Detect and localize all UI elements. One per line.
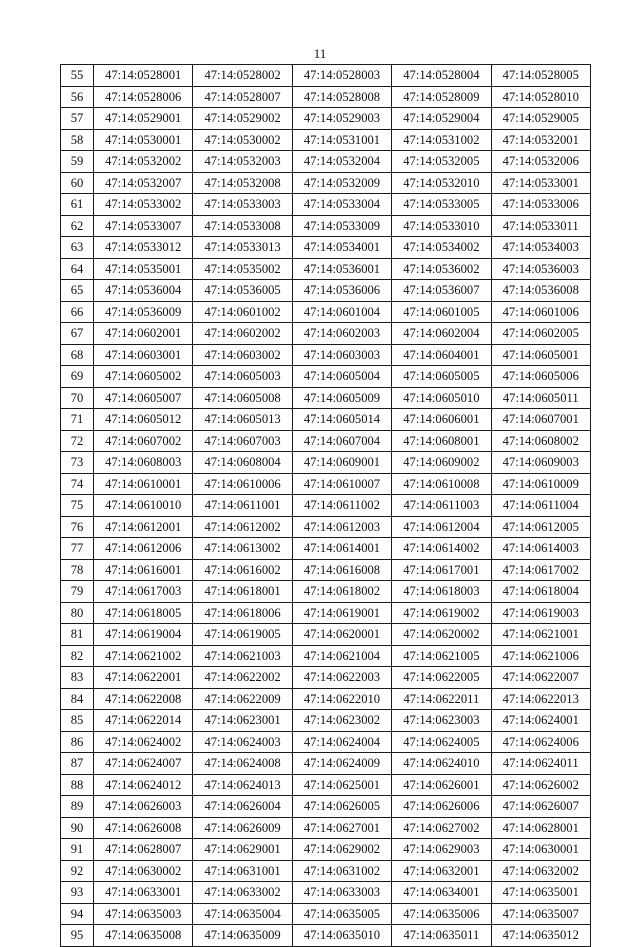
cadastral-code-cell: 47:14:0608001 [392, 430, 491, 452]
cadastral-code-cell: 47:14:0533006 [491, 194, 590, 216]
cadastral-code-cell: 47:14:0605007 [94, 387, 193, 409]
cadastral-table [60, 64, 591, 947]
cadastral-code-cell: 47:14:0621006 [491, 645, 590, 667]
cadastral-code-cell: 47:14:0611002 [292, 495, 391, 517]
row-number: 62 [61, 215, 94, 237]
cadastral-code-cell: 47:14:0624005 [392, 731, 491, 753]
cadastral-code-cell: 47:14:0621005 [392, 645, 491, 667]
cadastral-code-cell: 47:14:0536009 [94, 301, 193, 323]
cadastral-code-cell: 47:14:0533010 [392, 215, 491, 237]
table-row [61, 258, 591, 280]
row-number: 87 [61, 753, 94, 775]
cadastral-code-cell: 47:14:0635006 [392, 903, 491, 925]
cadastral-code-cell: 47:14:0532010 [392, 172, 491, 194]
cadastral-code-cell: 47:14:0610010 [94, 495, 193, 517]
cadastral-code-cell: 47:14:0532007 [94, 172, 193, 194]
cadastral-code-cell: 47:14:0635012 [491, 925, 590, 947]
cadastral-code-cell: 47:14:0602001 [94, 323, 193, 345]
table-row [61, 366, 591, 388]
table-row [61, 688, 591, 710]
cadastral-code-cell: 47:14:0530002 [193, 129, 292, 151]
cadastral-code-cell: 47:14:0635007 [491, 903, 590, 925]
cadastral-code-cell: 47:14:0610007 [292, 473, 391, 495]
row-number: 58 [61, 129, 94, 151]
row-number: 60 [61, 172, 94, 194]
cadastral-code-cell: 47:14:0624006 [491, 731, 590, 753]
cadastral-code-cell: 47:14:0632002 [491, 860, 590, 882]
cadastral-code-cell: 47:14:0618004 [491, 581, 590, 603]
cadastral-code-cell: 47:14:0624004 [292, 731, 391, 753]
cadastral-code-cell: 47:14:0612006 [94, 538, 193, 560]
page-number: 11 [313, 46, 327, 61]
cadastral-code-cell: 47:14:0528001 [94, 65, 193, 87]
cadastral-code-cell: 47:14:0623001 [193, 710, 292, 732]
cadastral-code-cell: 47:14:0605013 [193, 409, 292, 431]
cadastral-code-cell: 47:14:0626004 [193, 796, 292, 818]
row-number: 68 [61, 344, 94, 366]
row-number: 92 [61, 860, 94, 882]
cadastral-code-cell: 47:14:0626002 [491, 774, 590, 796]
cadastral-code-cell: 47:14:0635011 [392, 925, 491, 947]
row-number: 95 [61, 925, 94, 947]
cadastral-code-cell: 47:14:0605002 [94, 366, 193, 388]
table-row [61, 581, 591, 603]
cadastral-code-cell: 47:14:0612001 [94, 516, 193, 538]
cadastral-code-cell: 47:14:0617002 [491, 559, 590, 581]
cadastral-code-cell: 47:14:0619005 [193, 624, 292, 646]
row-number: 56 [61, 86, 94, 108]
table-row [61, 172, 591, 194]
row-number: 84 [61, 688, 94, 710]
cadastral-code-cell: 47:14:0533011 [491, 215, 590, 237]
cadastral-code-cell: 47:14:0622007 [491, 667, 590, 689]
cadastral-code-cell: 47:14:0618001 [193, 581, 292, 603]
cadastral-code-cell: 47:14:0631002 [292, 860, 391, 882]
cadastral-code-cell: 47:14:0623002 [292, 710, 391, 732]
cadastral-code-cell: 47:14:0622003 [292, 667, 391, 689]
cadastral-code-cell: 47:14:0534002 [392, 237, 491, 259]
row-number: 59 [61, 151, 94, 173]
cadastral-code-cell: 47:14:0536006 [292, 280, 391, 302]
cadastral-code-cell: 47:14:0624009 [292, 753, 391, 775]
cadastral-code-cell: 47:14:0531001 [292, 129, 391, 151]
cadastral-code-cell: 47:14:0533013 [193, 237, 292, 259]
cadastral-code-cell: 47:14:0533005 [392, 194, 491, 216]
cadastral-code-cell: 47:14:0529002 [193, 108, 292, 130]
cadastral-code-cell: 47:14:0624010 [392, 753, 491, 775]
cadastral-code-cell: 47:14:0605009 [292, 387, 391, 409]
cadastral-code-cell: 47:14:0624013 [193, 774, 292, 796]
cadastral-code-cell: 47:14:0533003 [193, 194, 292, 216]
cadastral-code-cell: 47:14:0614001 [292, 538, 391, 560]
cadastral-code-cell: 47:14:0626003 [94, 796, 193, 818]
row-number: 55 [61, 65, 94, 87]
cadastral-code-cell: 47:14:0632001 [392, 860, 491, 882]
cadastral-code-cell: 47:14:0624007 [94, 753, 193, 775]
cadastral-code-cell: 47:14:0616001 [94, 559, 193, 581]
cadastral-code-cell: 47:14:0612003 [292, 516, 391, 538]
cadastral-code-cell: 47:14:0605011 [491, 387, 590, 409]
cadastral-code-cell: 47:14:0607003 [193, 430, 292, 452]
cadastral-code-cell: 47:14:0635008 [94, 925, 193, 947]
table-row [61, 817, 591, 839]
cadastral-code-cell: 47:14:0601002 [193, 301, 292, 323]
cadastral-code-cell: 47:14:0633002 [193, 882, 292, 904]
table-row [61, 839, 591, 861]
table-row [61, 215, 591, 237]
table-row [61, 473, 591, 495]
cadastral-code-cell: 47:14:0533004 [292, 194, 391, 216]
cadastral-code-cell: 47:14:0603001 [94, 344, 193, 366]
cadastral-code-cell: 47:14:0528002 [193, 65, 292, 87]
cadastral-code-cell: 47:14:0619002 [392, 602, 491, 624]
table-row [61, 409, 591, 431]
row-number: 76 [61, 516, 94, 538]
cadastral-code-cell: 47:14:0621001 [491, 624, 590, 646]
cadastral-code-cell: 47:14:0605014 [292, 409, 391, 431]
cadastral-code-cell: 47:14:0603003 [292, 344, 391, 366]
cadastral-code-cell: 47:14:0602002 [193, 323, 292, 345]
cadastral-code-cell: 47:14:0528008 [292, 86, 391, 108]
cadastral-code-cell: 47:14:0623003 [392, 710, 491, 732]
cadastral-code-cell: 47:14:0605008 [193, 387, 292, 409]
cadastral-code-cell: 47:14:0613002 [193, 538, 292, 560]
cadastral-code-cell: 47:14:0602004 [392, 323, 491, 345]
cadastral-code-cell: 47:14:0626005 [292, 796, 391, 818]
cadastral-code-cell: 47:14:0633001 [94, 882, 193, 904]
cadastral-code-cell: 47:14:0601005 [392, 301, 491, 323]
cadastral-code-cell: 47:14:0622014 [94, 710, 193, 732]
row-number: 67 [61, 323, 94, 345]
row-number: 91 [61, 839, 94, 861]
row-number: 73 [61, 452, 94, 474]
cadastral-code-cell: 47:14:0610006 [193, 473, 292, 495]
cadastral-code-cell: 47:14:0605006 [491, 366, 590, 388]
row-number: 88 [61, 774, 94, 796]
cadastral-code-cell: 47:14:0635003 [94, 903, 193, 925]
table-row [61, 129, 591, 151]
cadastral-code-cell: 47:14:0532008 [193, 172, 292, 194]
cadastral-code-cell: 47:14:0533008 [193, 215, 292, 237]
cadastral-table-body [61, 65, 591, 947]
cadastral-code-cell: 47:14:0601006 [491, 301, 590, 323]
cadastral-code-cell: 47:14:0532005 [392, 151, 491, 173]
row-number: 71 [61, 409, 94, 431]
row-number: 61 [61, 194, 94, 216]
table-row [61, 301, 591, 323]
cadastral-code-cell: 47:14:0607004 [292, 430, 391, 452]
cadastral-code-cell: 47:14:0622001 [94, 667, 193, 689]
cadastral-code-cell: 47:14:0610001 [94, 473, 193, 495]
row-number: 69 [61, 366, 94, 388]
cadastral-code-cell: 47:14:0622008 [94, 688, 193, 710]
row-number: 74 [61, 473, 94, 495]
cadastral-code-cell: 47:14:0530001 [94, 129, 193, 151]
cadastral-code-cell: 47:14:0602005 [491, 323, 590, 345]
cadastral-code-cell: 47:14:0621003 [193, 645, 292, 667]
row-number: 83 [61, 667, 94, 689]
cadastral-code-cell: 47:14:0622010 [292, 688, 391, 710]
cadastral-code-cell: 47:14:0531002 [392, 129, 491, 151]
row-number: 94 [61, 903, 94, 925]
table-row [61, 602, 591, 624]
table-row [61, 624, 591, 646]
cadastral-code-cell: 47:14:0534003 [491, 237, 590, 259]
table-row [61, 495, 591, 517]
cadastral-code-cell: 47:14:0536004 [94, 280, 193, 302]
table-row [61, 108, 591, 130]
cadastral-code-cell: 47:14:0528009 [392, 86, 491, 108]
row-number: 85 [61, 710, 94, 732]
cadastral-code-cell: 47:14:0608002 [491, 430, 590, 452]
cadastral-code-cell: 47:14:0528005 [491, 65, 590, 87]
cadastral-code-cell: 47:14:0536005 [193, 280, 292, 302]
table-row [61, 237, 591, 259]
table-row [61, 194, 591, 216]
cadastral-code-cell: 47:14:0533002 [94, 194, 193, 216]
cadastral-code-cell: 47:14:0612004 [392, 516, 491, 538]
row-number: 78 [61, 559, 94, 581]
row-number: 90 [61, 817, 94, 839]
cadastral-code-cell: 47:14:0605005 [392, 366, 491, 388]
cadastral-code-cell: 47:14:0633003 [292, 882, 391, 904]
row-number: 75 [61, 495, 94, 517]
cadastral-code-cell: 47:14:0536002 [392, 258, 491, 280]
cadastral-code-cell: 47:14:0621002 [94, 645, 193, 667]
cadastral-code-cell: 47:14:0614003 [491, 538, 590, 560]
cadastral-code-cell: 47:14:0624011 [491, 753, 590, 775]
cadastral-code-cell: 47:14:0528010 [491, 86, 590, 108]
cadastral-code-cell: 47:14:0631001 [193, 860, 292, 882]
cadastral-code-cell: 47:14:0628001 [491, 817, 590, 839]
table-row [61, 430, 591, 452]
row-number: 70 [61, 387, 94, 409]
cadastral-code-cell: 47:14:0625001 [292, 774, 391, 796]
cadastral-code-cell: 47:14:0635004 [193, 903, 292, 925]
cadastral-code-cell: 47:14:0608004 [193, 452, 292, 474]
cadastral-code-cell: 47:14:0630001 [491, 839, 590, 861]
table-row [61, 753, 591, 775]
cadastral-code-cell: 47:14:0622009 [193, 688, 292, 710]
cadastral-code-cell: 47:14:0608003 [94, 452, 193, 474]
cadastral-code-cell: 47:14:0528006 [94, 86, 193, 108]
cadastral-code-cell: 47:14:0630002 [94, 860, 193, 882]
cadastral-code-cell: 47:14:0610009 [491, 473, 590, 495]
row-number: 65 [61, 280, 94, 302]
row-number: 82 [61, 645, 94, 667]
cadastral-code-cell: 47:14:0528003 [292, 65, 391, 87]
cadastral-code-cell: 47:14:0605010 [392, 387, 491, 409]
cadastral-code-cell: 47:14:0533007 [94, 215, 193, 237]
cadastral-code-cell: 47:14:0536008 [491, 280, 590, 302]
cadastral-code-cell: 47:14:0610008 [392, 473, 491, 495]
table-row [61, 323, 591, 345]
row-number: 66 [61, 301, 94, 323]
cadastral-code-cell: 47:14:0529005 [491, 108, 590, 130]
cadastral-code-cell: 47:14:0611001 [193, 495, 292, 517]
cadastral-code-cell: 47:14:0619001 [292, 602, 391, 624]
cadastral-code-cell: 47:14:0624003 [193, 731, 292, 753]
cadastral-code-cell: 47:14:0532004 [292, 151, 391, 173]
cadastral-code-cell: 47:14:0618006 [193, 602, 292, 624]
cadastral-code-cell: 47:14:0532003 [193, 151, 292, 173]
row-number: 79 [61, 581, 94, 603]
cadastral-code-cell: 47:14:0620001 [292, 624, 391, 646]
cadastral-code-cell: 47:14:0529001 [94, 108, 193, 130]
row-number: 64 [61, 258, 94, 280]
row-number: 86 [61, 731, 94, 753]
cadastral-code-cell: 47:14:0619003 [491, 602, 590, 624]
table-row [61, 903, 591, 925]
cadastral-code-cell: 47:14:0622005 [392, 667, 491, 689]
cadastral-code-cell: 47:14:0532002 [94, 151, 193, 173]
cadastral-code-cell: 47:14:0614002 [392, 538, 491, 560]
cadastral-code-cell: 47:14:0616008 [292, 559, 391, 581]
cadastral-code-cell: 47:14:0629003 [392, 839, 491, 861]
cadastral-code-cell: 47:14:0607001 [491, 409, 590, 431]
cadastral-code-cell: 47:14:0605003 [193, 366, 292, 388]
cadastral-code-cell: 47:14:0626001 [392, 774, 491, 796]
cadastral-code-cell: 47:14:0532001 [491, 129, 590, 151]
cadastral-code-cell: 47:14:0618003 [392, 581, 491, 603]
cadastral-code-cell: 47:14:0626007 [491, 796, 590, 818]
cadastral-code-cell: 47:14:0626009 [193, 817, 292, 839]
row-number: 80 [61, 602, 94, 624]
cadastral-code-cell: 47:14:0635005 [292, 903, 391, 925]
cadastral-code-cell: 47:14:0533012 [94, 237, 193, 259]
table-row [61, 731, 591, 753]
cadastral-code-cell: 47:14:0629001 [193, 839, 292, 861]
cadastral-code-cell: 47:14:0605004 [292, 366, 391, 388]
cadastral-code-cell: 47:14:0605012 [94, 409, 193, 431]
cadastral-code-cell: 47:14:0620002 [392, 624, 491, 646]
cadastral-code-cell: 47:14:0605001 [491, 344, 590, 366]
table-row [61, 710, 591, 732]
row-number: 57 [61, 108, 94, 130]
cadastral-code-cell: 47:14:0617003 [94, 581, 193, 603]
cadastral-code-cell: 47:14:0532009 [292, 172, 391, 194]
cadastral-code-cell: 47:14:0634001 [392, 882, 491, 904]
cadastral-code-cell: 47:14:0612005 [491, 516, 590, 538]
table-row [61, 925, 591, 947]
cadastral-code-cell: 47:14:0635009 [193, 925, 292, 947]
cadastral-code-cell: 47:14:0624008 [193, 753, 292, 775]
cadastral-code-cell: 47:14:0626006 [392, 796, 491, 818]
cadastral-code-cell: 47:14:0626008 [94, 817, 193, 839]
cadastral-code-cell: 47:14:0618005 [94, 602, 193, 624]
cadastral-code-cell: 47:14:0621004 [292, 645, 391, 667]
cadastral-code-cell: 47:14:0619004 [94, 624, 193, 646]
cadastral-code-cell: 47:14:0612002 [193, 516, 292, 538]
cadastral-code-cell: 47:14:0629002 [292, 839, 391, 861]
row-number: 63 [61, 237, 94, 259]
cadastral-code-cell: 47:14:0635010 [292, 925, 391, 947]
cadastral-code-cell: 47:14:0535002 [193, 258, 292, 280]
cadastral-code-cell: 47:14:0529004 [392, 108, 491, 130]
cadastral-code-cell: 47:14:0609001 [292, 452, 391, 474]
cadastral-code-cell: 47:14:0534001 [292, 237, 391, 259]
table-row [61, 344, 591, 366]
cadastral-code-cell: 47:14:0628007 [94, 839, 193, 861]
cadastral-code-cell: 47:14:0603002 [193, 344, 292, 366]
table-row [61, 774, 591, 796]
cadastral-code-cell: 47:14:0528004 [392, 65, 491, 87]
cadastral-code-cell: 47:14:0529003 [292, 108, 391, 130]
table-row [61, 452, 591, 474]
table-row [61, 796, 591, 818]
cadastral-code-cell: 47:14:0609002 [392, 452, 491, 474]
cadastral-code-cell: 47:14:0536007 [392, 280, 491, 302]
cadastral-code-cell: 47:14:0622011 [392, 688, 491, 710]
cadastral-code-cell: 47:14:0528007 [193, 86, 292, 108]
cadastral-code-cell: 47:14:0622013 [491, 688, 590, 710]
cadastral-code-cell: 47:14:0622002 [193, 667, 292, 689]
cadastral-code-cell: 47:14:0624012 [94, 774, 193, 796]
cadastral-code-cell: 47:14:0536003 [491, 258, 590, 280]
table-row [61, 860, 591, 882]
table-row [61, 645, 591, 667]
row-number: 77 [61, 538, 94, 560]
row-number: 89 [61, 796, 94, 818]
cadastral-code-cell: 47:14:0611004 [491, 495, 590, 517]
row-number: 72 [61, 430, 94, 452]
cadastral-code-cell: 47:14:0535001 [94, 258, 193, 280]
table-row [61, 516, 591, 538]
cadastral-code-cell: 47:14:0617001 [392, 559, 491, 581]
cadastral-code-cell: 47:14:0606001 [392, 409, 491, 431]
cadastral-code-cell: 47:14:0609003 [491, 452, 590, 474]
cadastral-code-cell: 47:14:0604001 [392, 344, 491, 366]
table-row [61, 65, 591, 87]
table-row [61, 86, 591, 108]
table-row [61, 538, 591, 560]
cadastral-code-cell: 47:14:0607002 [94, 430, 193, 452]
cadastral-code-cell: 47:14:0601004 [292, 301, 391, 323]
cadastral-code-cell: 47:14:0602003 [292, 323, 391, 345]
cadastral-code-cell: 47:14:0618002 [292, 581, 391, 603]
row-number: 81 [61, 624, 94, 646]
cadastral-code-cell: 47:14:0533009 [292, 215, 391, 237]
cadastral-code-cell: 47:14:0611003 [392, 495, 491, 517]
cadastral-code-cell: 47:14:0616002 [193, 559, 292, 581]
row-number: 93 [61, 882, 94, 904]
cadastral-code-cell: 47:14:0624002 [94, 731, 193, 753]
cadastral-code-cell: 47:14:0635001 [491, 882, 590, 904]
cadastral-code-cell: 47:14:0533001 [491, 172, 590, 194]
table-row [61, 280, 591, 302]
table-row [61, 387, 591, 409]
cadastral-code-cell: 47:14:0532006 [491, 151, 590, 173]
cadastral-code-cell: 47:14:0624001 [491, 710, 590, 732]
cadastral-code-cell: 47:14:0627001 [292, 817, 391, 839]
table-row [61, 667, 591, 689]
cadastral-code-cell: 47:14:0627002 [392, 817, 491, 839]
table-row [61, 559, 591, 581]
table-row [61, 151, 591, 173]
cadastral-code-cell: 47:14:0536001 [292, 258, 391, 280]
